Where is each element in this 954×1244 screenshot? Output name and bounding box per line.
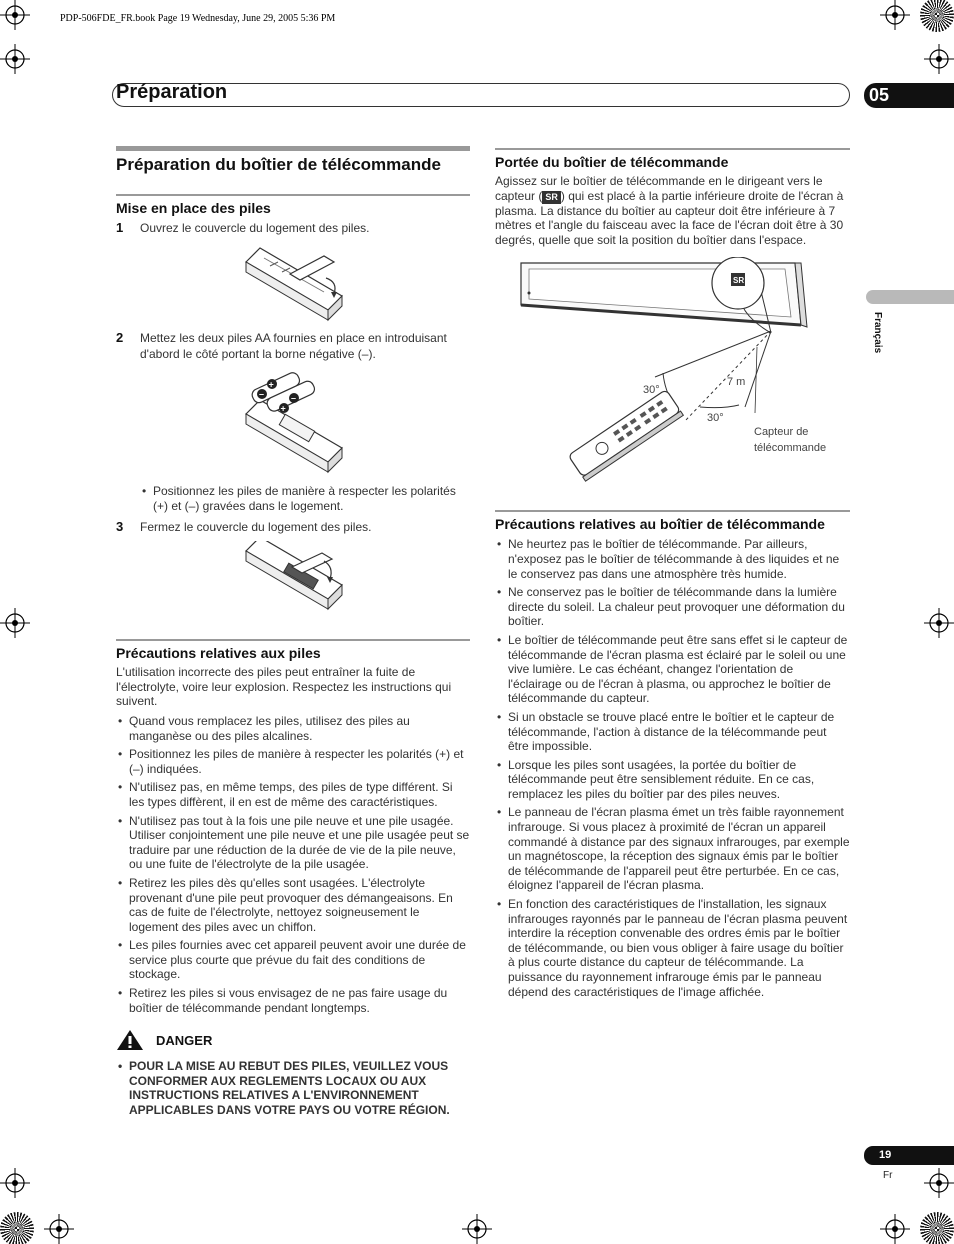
- list-item: • Les piles fournies avec cet appareil peuvent avoir une durée de service plus courte que prévue du fait des conditions de stockage.: [116, 938, 470, 982]
- danger-label: DANGER: [156, 1032, 213, 1048]
- svg-text:–: –: [291, 393, 297, 403]
- remote-precautions-list: [495, 537, 850, 999]
- svg-text:SR: SR: [733, 276, 745, 286]
- list-item: • Retirez les piles dès qu'elles sont usagées. L'électrolyte provenant d'une pile peut provoquer des démangeaisons. En cas de fuite de l'électrolyte, nettoyez soigneusement le logement des piles avec un chiffon.: [116, 876, 470, 934]
- remote-open-cover-illustration: [238, 244, 350, 324]
- list-item: • Retirez les piles si vous envisagez de ne pas faire usage du boîtier de télécommande pendant longtemps.: [116, 986, 470, 1015]
- print-slug: PDP-506FDE_FR.book Page 19 Wednesday, June 29, 2005 5:36 PM: [60, 13, 336, 24]
- registration-mark-icon: [44, 1214, 74, 1244]
- step-number: 2: [116, 330, 124, 345]
- registration-mark-icon: [0, 1168, 30, 1198]
- remote-range-diagram: [495, 257, 850, 492]
- registration-mark-icon: [462, 1214, 492, 1244]
- registration-mark-icon: [924, 1168, 954, 1198]
- list-item: • Le panneau de l'écran plasma émet un très faible rayonnement infrarouge. Si vous placez à proximité de l'écran un appareil commandé à distance par des signaux infrarouges, par exemple un magnétoscope, la réception des signaux émis par le boîtier de télécommande de l'appareil peut être perturbée. En ce cas, éloignez l'appareil de l'écran plasma.: [495, 805, 850, 893]
- list-item: • N'utilisez pas tout à la fois une pile neuve et une pile usagée. Utiliser conjointement une pile neuve et une pile usagée peut se traduire par une réduction de la durée de vie de la pile neuve, ou une fuite de l'électrolyte de la pile usagée.: [116, 814, 470, 872]
- page-title: Préparation: [116, 81, 228, 103]
- language-tab: [866, 290, 954, 304]
- angle-left-label: 30°: [643, 384, 660, 397]
- color-target-icon: [0, 1212, 34, 1244]
- registration-mark-icon: [880, 0, 910, 30]
- range-text-after: ) qui est placé à la partie inférieure droite de l'écran à plasma. La distance du boîtier au capteur doit être inférieure à 7 mètres et l'angle du faisceau avec la face de l'écran doit être à 30 degrés, quelle que soit la position du boîtier dans l'espace.: [495, 188, 844, 247]
- battery-precautions-list: [116, 714, 470, 1015]
- angle-right-label: 30°: [707, 412, 724, 425]
- battery-precautions-intro: L'utilisation incorrecte des piles peut entraîner la fuite de l'électrolyte, voire leur explosion. Respectez les instructions qui suivent.: [116, 665, 452, 709]
- registration-mark-icon: [924, 44, 954, 74]
- page-number: 19: [864, 1146, 954, 1165]
- registration-mark-icon: [880, 1214, 910, 1244]
- range-text-before: Agissez sur le boîtier de télécommande en le dirigeant vers le capteur (: [495, 174, 823, 203]
- section-title: Préparation du boîtier de télécommande: [116, 146, 470, 175]
- list-item: • Le boîtier de télécommande peut être sans effet si le capteur de télécommande de l'écran plasma est éclairé par le soleil ou une vive lumière. Le cas échéant, changez l'orientation de l'éclairage ou de l'écran à plasma, ou approchez le boîtier de télécommande du capteur.: [495, 633, 850, 706]
- color-target-icon: [920, 0, 954, 32]
- list-item: • Quand vous remplacez les piles, utilisez des piles au manganèse ou des piles alcalines.: [116, 714, 470, 743]
- battery-precautions-heading: Précautions relatives aux piles: [116, 639, 470, 661]
- svg-text:–: –: [259, 389, 265, 399]
- list-item: • N'utilisez pas, en même temps, des piles de type différent. Si les types diffèrent, il en est de même des caractéristiques.: [116, 780, 470, 809]
- right-column: [495, 148, 850, 1003]
- color-target-icon: [920, 1212, 954, 1244]
- danger-list: [116, 1059, 470, 1117]
- range-paragraph: [495, 174, 850, 247]
- svg-text:+: +: [268, 379, 274, 390]
- list-item: • Ne heurtez pas le boîtier de télécommande. Par ailleurs, n'exposez pas le boîtier de télécommande à des liquides et ne le conservez pas dans une atmosphère très humide.: [495, 537, 850, 581]
- install-heading: Mise en place des piles: [116, 194, 470, 216]
- list-item: • Positionnez les piles de manière à respecter les polarités (+) et (–) indiquées.: [116, 747, 470, 776]
- distance-label: 7 m: [727, 376, 746, 389]
- remote-batteries-illustration: [238, 370, 350, 476]
- page-language: Fr: [883, 1170, 893, 1181]
- install-step: [116, 519, 470, 535]
- sensor-symbol-icon: SR: [542, 191, 561, 204]
- sensor-label-line1: Capteur de: [754, 426, 809, 439]
- language-label: Français: [872, 312, 883, 354]
- range-heading: Portée du boîtier de télécommande: [495, 148, 850, 170]
- chapter-number: 05: [864, 83, 954, 108]
- install-step: [116, 330, 470, 362]
- left-column: [116, 146, 470, 1122]
- registration-mark-icon: [0, 608, 30, 638]
- remote-precautions-heading: Précautions relatives au boîtier de télécommande: [495, 510, 850, 532]
- registration-mark-icon: [924, 608, 954, 638]
- step-number: 1: [116, 220, 124, 235]
- warning-triangle-icon: [116, 1029, 144, 1051]
- step-text: Ouvrez le couvercle du logement des piles.: [140, 221, 370, 235]
- sensor-label-line2: télécommande: [754, 442, 827, 455]
- step-text: Fermez le couvercle du logement des piles.: [140, 520, 372, 535]
- danger-text: • POUR LA MISE AU REBUT DES PILES, VEUILLEZ VOUS CONFORMER AUX REGLEMENTS LOCAUX OU AUX INSTRUCTIONS RELATIVES A L'ENVIRONNEMENT APPLICABLES DANS VOTRE PAYS OU VOTRE RÉGION.: [116, 1059, 470, 1117]
- step2-notes: [140, 484, 470, 513]
- step-text: Mettez les deux piles AA fournies en place en introduisant d'abord le côté portant la borne négative (–).: [140, 331, 447, 361]
- list-item: • Si un obstacle se trouve placé entre le boîtier et le capteur de télécommande, l'action à distance de la télécommande peut être impossible.: [495, 710, 850, 754]
- step-number: 3: [116, 519, 124, 535]
- list-item: • En fonction des caractéristiques de l'installation, les signaux infrarouges rayonnés par le panneau de l'écran plasma peuvent interdire la réception convenable des ordres émis par le boîtier de télécommande, ou bien vous obliger à faire usage du boîtier à plus courte distance du capteur de télécommande. La puissance du rayonnement infrarouge émis par le panneau dépend des caractéristiques de l'image affichée.: [495, 897, 850, 999]
- install-step: [116, 220, 470, 236]
- list-item: • Ne conservez pas le boîtier de télécommande dans la lumière directe du soleil. La chaleur peut provoquer une déformation du boîtier.: [495, 585, 850, 629]
- list-item: • Lorsque les piles sont usagées, la portée du boîtier de télécommande peut être sensiblement réduite. En ce cas, remplacez les piles du boîtier par des piles neuves.: [495, 758, 850, 802]
- list-item: • Positionnez les piles de manière à respecter les polarités (+) et (–) gravées dans le logement.: [140, 484, 470, 513]
- registration-mark-icon: [0, 44, 30, 74]
- danger-heading: [116, 1029, 470, 1051]
- remote-close-cover-illustration: [238, 541, 350, 613]
- registration-mark-icon: [0, 0, 30, 30]
- svg-text:+: +: [280, 403, 286, 414]
